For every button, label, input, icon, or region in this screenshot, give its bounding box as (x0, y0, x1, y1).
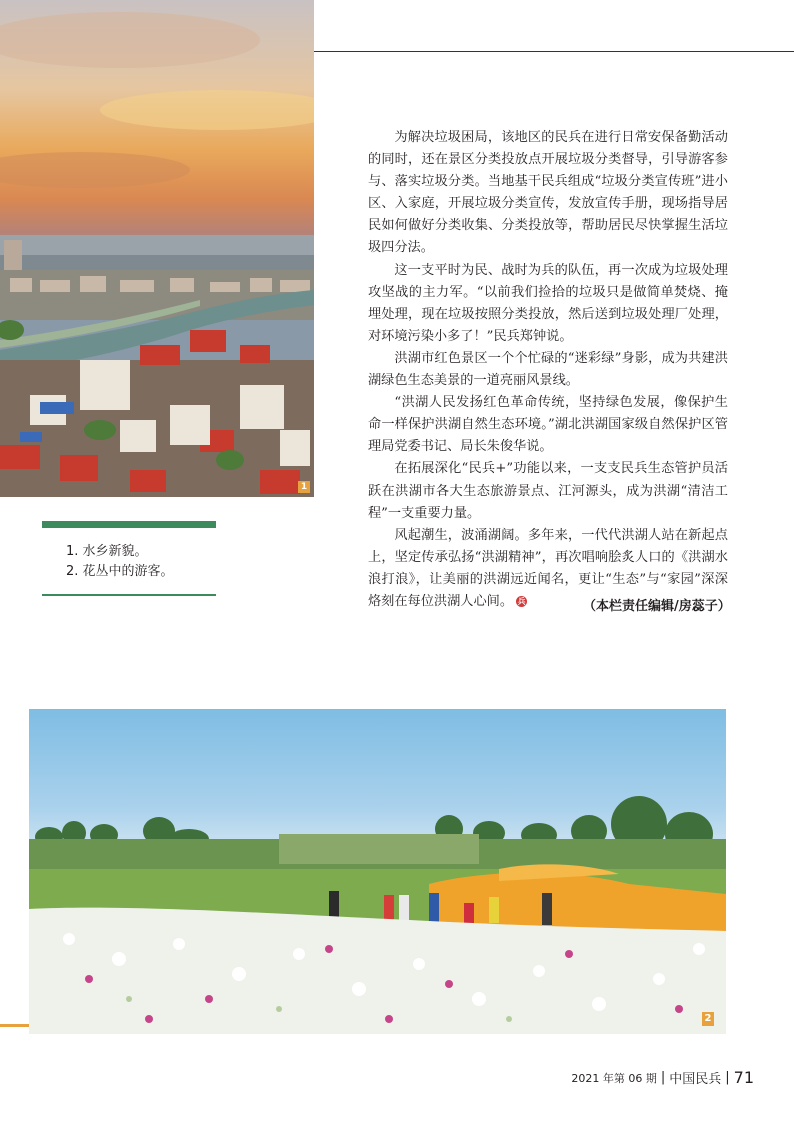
footer-separator: | (725, 1070, 730, 1085)
photo-number-badge: 1 (298, 481, 310, 493)
page-footer (571, 1068, 754, 1087)
paragraph: 洪湖市红色景区一个个忙碌的“迷彩绿”身影，成为共建洪湖绿色生态美景的一道亮丽风景线。 (368, 350, 728, 389)
end-mark-icon: 兵 (517, 596, 526, 606)
city-aerial-illustration (0, 0, 314, 497)
paragraph-text: 风起潮生，波涌湖阔。多年来，一代代洪湖人站在新起点上，坚定传承弘扬“洪湖精神”，再次唱响脍炙人口的《洪湖水浪打浪》，让美丽的洪湖远近闻名，更让“生态”与“家园”深深烙刻在每位洪湖人心间。 (368, 527, 728, 609)
header-rule (314, 51, 794, 52)
article-body (368, 127, 728, 613)
editor-credit: （本栏责任编辑/房蕊子） (583, 599, 731, 614)
caption-item: 2. 花丛中的游客。 (66, 564, 174, 579)
paragraph: “洪湖人民发扬红色革命传统，坚持绿色发展，像保护生命一样保护洪湖自然生态环境。”湖北洪湖国家级自然保护区管理局党委书记、局长朱俊华说。 (368, 395, 728, 455)
caption-item: 1. 水乡新貌。 (66, 544, 148, 559)
flower-field-illustration (29, 709, 726, 1034)
footer-separator: | (660, 1070, 666, 1085)
paragraph: 这一支平时为民、战时为兵的队伍，再一次成为垃圾处理攻坚战的主力军。“以前我们捡拾的垃圾只是做简单焚烧、掩埋处理，现在垃圾按照分类投放，然后送到垃圾处理厂处理，对环境污染小多了！”民兵郑钟说。 (368, 262, 728, 344)
photo-water-town (0, 0, 314, 497)
photo-number-badge: 2 (702, 1012, 714, 1026)
caption-bottom-rule (42, 594, 216, 596)
orange-accent-bar (0, 1024, 29, 1027)
issue-label: 2021 年第 06 期 (571, 1071, 657, 1085)
page-number: 71 (733, 1068, 754, 1087)
paragraph: 在拓展深化“民兵+”功能以来，一支支民兵生态管护员活跃在洪湖市各大生态旅游景点、江河源头，成为洪湖“清洁工程”一支重要力量。 (368, 461, 728, 521)
photo-captions (66, 542, 174, 582)
photo-flower-field (29, 709, 726, 1034)
magazine-name: 中国民兵 (669, 1072, 722, 1087)
caption-top-bar (42, 521, 216, 528)
paragraph: 为解决垃圾困局，该地区的民兵在进行日常安保备勤活动的同时，还在景区分类投放点开展垃圾分类督导，引导游客参与、落实垃圾分类。当地基干民兵组成“垃圾分类宣传班”进小区、入家庭，开展垃圾分类宣传，发放宣传手册，现场指导居民如何做好分类收集、分类投放等，帮助居民尽快掌握生活垃圾四分法。 (368, 130, 728, 256)
